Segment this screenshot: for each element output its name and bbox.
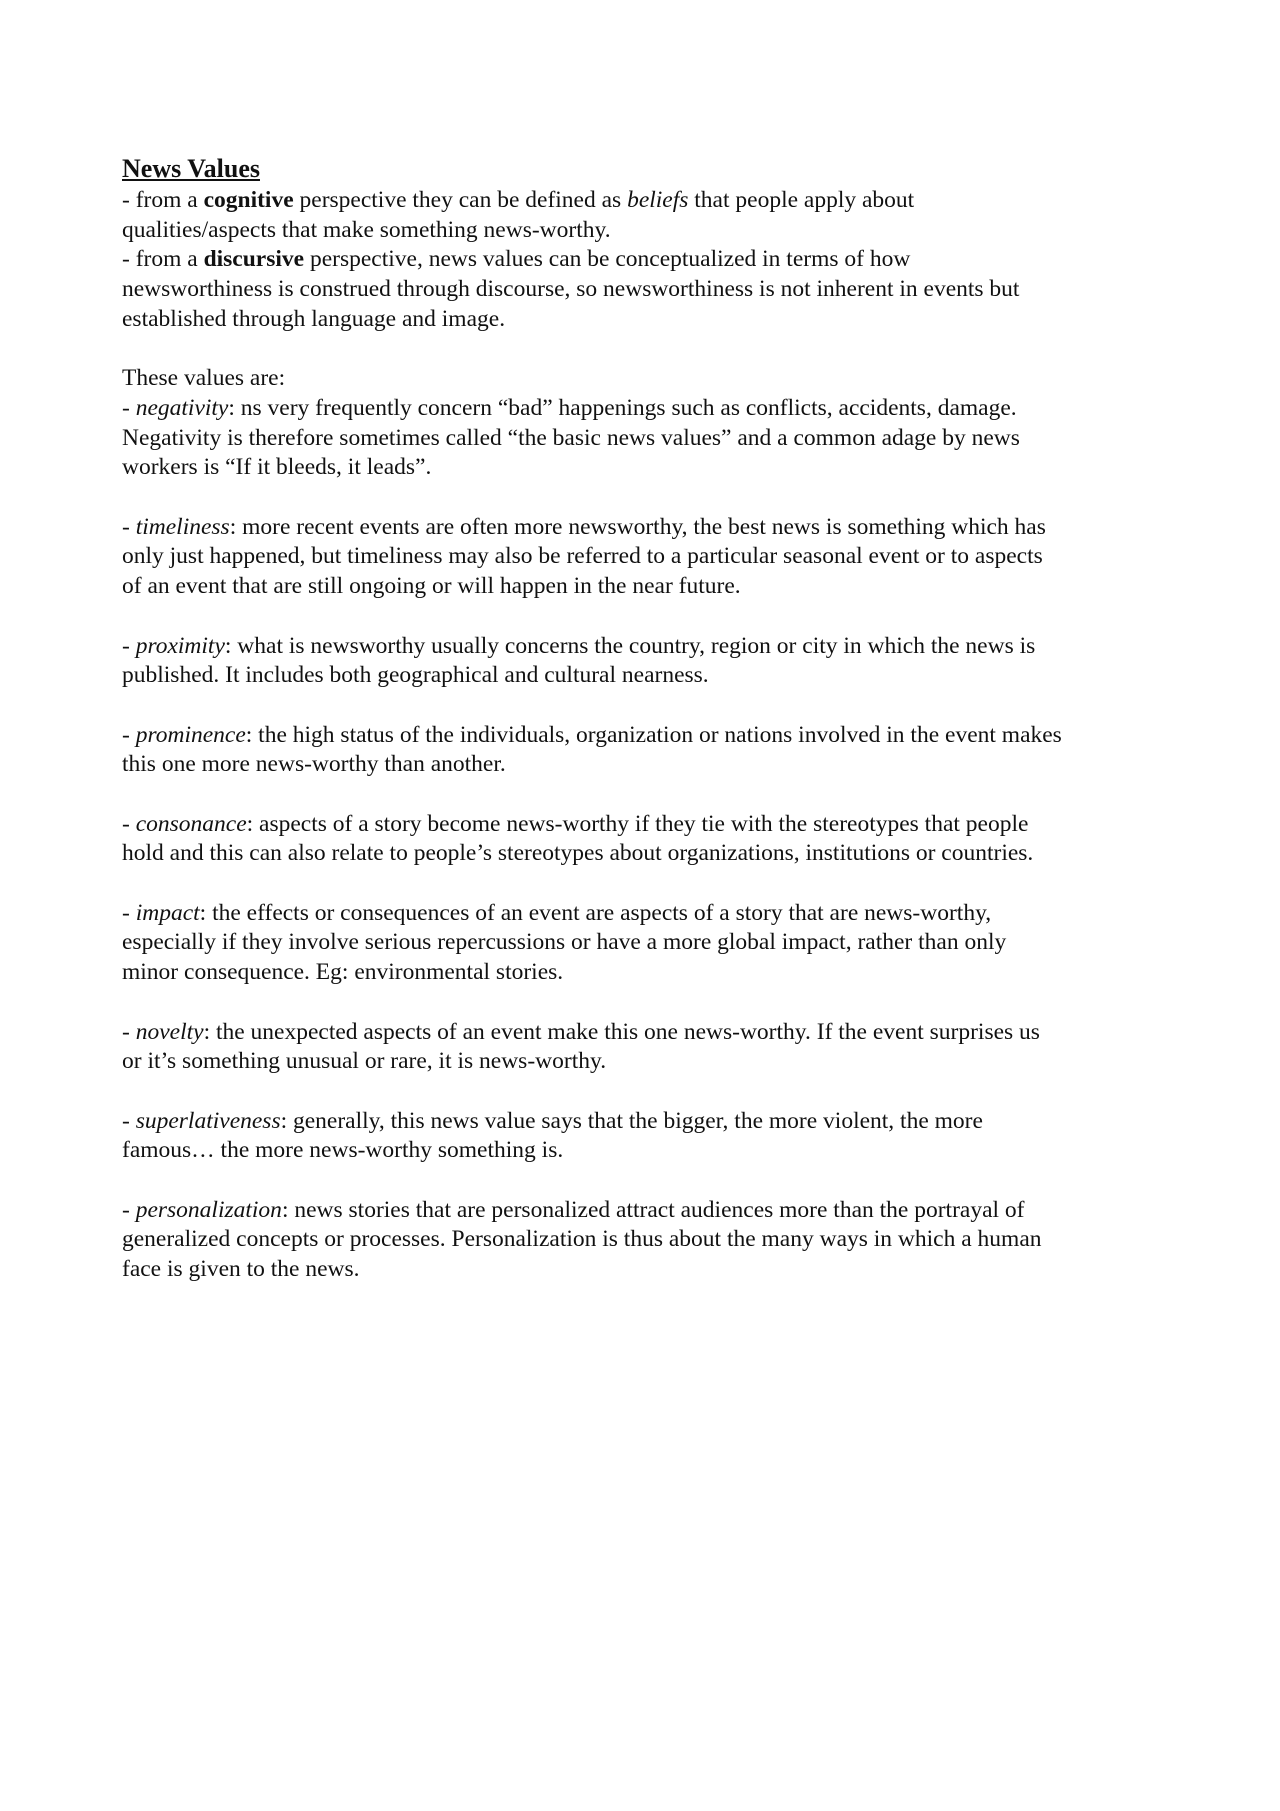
blank-line — [122, 988, 1182, 1018]
intro-line-1 — [122, 186, 1182, 216]
document-page — [122, 152, 1182, 1285]
intro-line-4: newsworthiness is construed through discourse, so newsworthiness is not inherent in events but — [122, 276, 1020, 303]
value-item-novelty-line-2: or it’s something unusual or rare, it is news-worthy. — [122, 1048, 607, 1075]
value-item-negativity-line-2: Negativity is therefore sometimes called “the basic news values” and a common adage by news — [122, 424, 1020, 451]
value-term-superlativeness: superlativeness — [135, 1107, 281, 1134]
value-definition-text: : the unexpected aspects of an event make this one news-worthy. If the event surprises us — [203, 1018, 1040, 1045]
value-item-negativity-line-3: workers is “If it bleeds, it leads”. — [122, 454, 432, 481]
value-definition-text: : the high status of the individuals, organization or nations involved in the event makes — [245, 721, 1062, 748]
value-definition-text: : generally, this news value says that the bigger, the more violent, the more — [280, 1107, 983, 1134]
value-definition-text: : the effects or consequences of an event are aspects of a story that are news-worthy, — [199, 899, 992, 926]
blank-line — [122, 1077, 1182, 1107]
value-term-prominence: prominence — [135, 721, 246, 748]
blank-line — [122, 483, 1182, 513]
blank-line — [122, 335, 1182, 365]
value-item-superlativeness-line-1 — [122, 1107, 1182, 1137]
value-item-impact-line-2: especially if they involve serious repercussions or have a more global impact, rather than only — [122, 929, 1007, 956]
intro-line-2: qualities/aspects that make something news-worthy. — [122, 216, 611, 243]
value-item-personalization-line-2: generalized concepts or processes. Personalization is thus about the many ways in which a human — [122, 1226, 1042, 1253]
list-dash: - — [122, 721, 136, 748]
value-definition-text: : aspects of a story become news-worthy if they tie with the stereotypes that people — [246, 810, 1029, 837]
value-item-proximity-line-2: published. It includes both geographical and cultural nearness. — [122, 662, 709, 689]
values-list — [122, 394, 1182, 1285]
value-item-timeliness-line-1 — [122, 513, 1182, 543]
intro-line-5: established through language and image. — [122, 305, 506, 332]
value-term-personalization: personalization — [135, 1196, 282, 1223]
value-item-timeliness-line-2: only just happened, but timeliness may also be referred to a particular seasonal event or to aspects — [122, 543, 1043, 570]
value-item-consonance-line-2: hold and this can also relate to people’s stereotypes about organizations, institutions or countries. — [122, 840, 1034, 867]
blank-line — [122, 869, 1182, 899]
text-span: that people apply about — [688, 187, 915, 213]
text-span: - from a — [122, 187, 204, 213]
bold-term-discursive: discursive — [203, 246, 305, 273]
blank-line — [122, 602, 1182, 632]
text-span: perspective, news values can be conceptualized in terms of how — [304, 246, 911, 273]
value-item-novelty-line-1 — [122, 1018, 1182, 1048]
list-dash: - — [122, 1107, 136, 1134]
italic-term-beliefs: beliefs — [627, 187, 689, 213]
text-span: - from a — [122, 246, 204, 273]
blank-line — [122, 780, 1182, 810]
value-item-impact-line-1 — [122, 899, 1182, 929]
value-item-consonance-line-1 — [122, 810, 1182, 840]
value-definition-text: : ns very frequently concern “bad” happenings such as conflicts, accidents, damage. — [228, 394, 1017, 421]
list-dash: - — [122, 632, 136, 659]
value-term-negativity: negativity — [135, 394, 229, 421]
value-term-consonance: consonance — [135, 810, 247, 837]
value-term-timeliness: timeliness — [135, 513, 230, 540]
list-dash: - — [122, 1018, 136, 1045]
list-dash: - — [122, 394, 136, 421]
document-title: News Values — [122, 154, 260, 183]
blank-line — [122, 691, 1182, 721]
text-span: perspective they can be defined as — [293, 187, 628, 213]
list-dash: - — [122, 1196, 136, 1223]
value-item-impact-line-3: minor consequence. Eg: environmental stories. — [122, 959, 564, 986]
value-item-superlativeness-line-2: famous… the more news-worthy something is. — [122, 1137, 564, 1164]
value-definition-text: : more recent events are often more newsworthy, the best news is something which has — [229, 513, 1046, 540]
list-dash: - — [122, 899, 136, 926]
list-dash: - — [122, 513, 136, 540]
value-item-prominence-line-1 — [122, 721, 1182, 751]
values-heading: These values are: — [122, 365, 286, 392]
blank-line — [122, 1166, 1182, 1196]
value-item-timeliness-line-3: of an event that are still ongoing or will happen in the near future. — [122, 573, 741, 600]
value-definition-text: : news stories that are personalized attract audiences more than the portrayal of — [281, 1196, 1025, 1223]
bold-term-cognitive: cognitive — [203, 187, 294, 213]
value-item-proximity-line-1 — [122, 632, 1182, 662]
value-definition-text: : what is newsworthy usually concerns the country, region or city in which the news is — [224, 632, 1036, 659]
value-term-proximity: proximity — [135, 632, 225, 659]
intro-line-3 — [122, 245, 1182, 275]
value-term-novelty: novelty — [135, 1018, 204, 1045]
value-item-personalization-line-1 — [122, 1196, 1182, 1226]
value-term-impact: impact — [135, 899, 200, 926]
value-item-prominence-line-2: this one more news-worthy than another. — [122, 751, 506, 778]
value-item-negativity-line-1 — [122, 394, 1182, 424]
list-dash: - — [122, 810, 136, 837]
value-item-personalization-line-3: face is given to the news. — [122, 1256, 360, 1283]
